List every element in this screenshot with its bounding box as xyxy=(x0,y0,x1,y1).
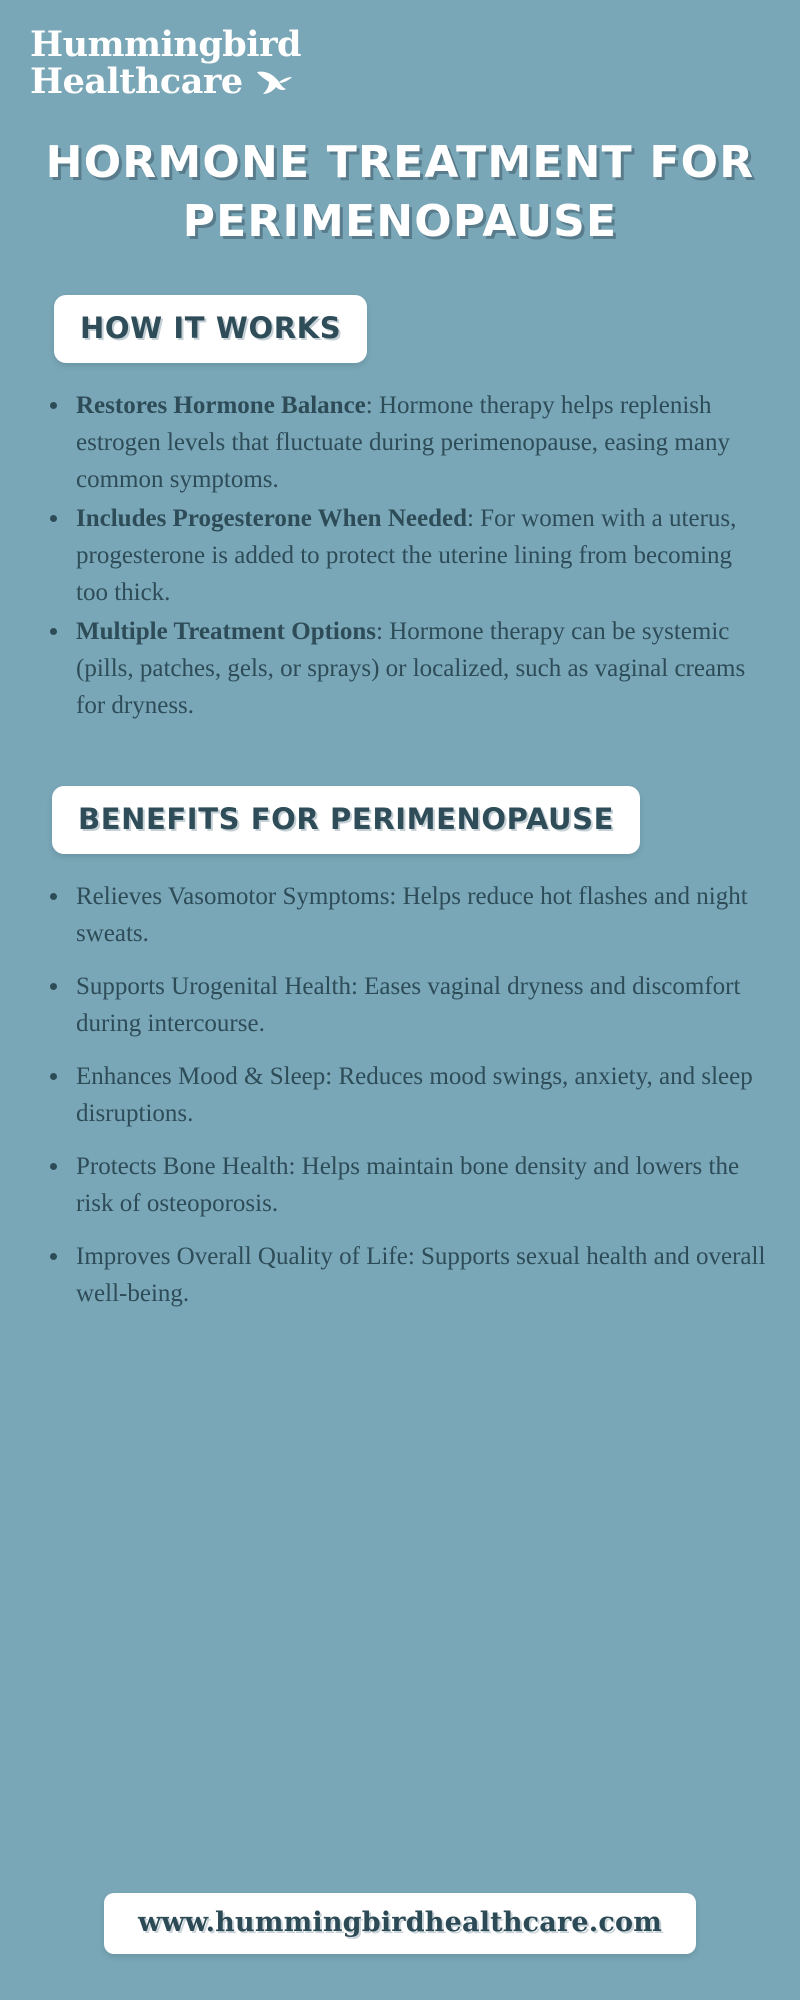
section-2-badge: BENEFITS FOR PERIMENOPAUSE xyxy=(52,786,640,854)
list-item xyxy=(70,878,770,952)
list-item-lead: Restores Hormone Balance xyxy=(76,392,366,420)
list-item-text: Supports Urogenital Health: Eases vaginal dryness and discomfort during intercourse. xyxy=(76,973,741,1038)
list-item-lead: Multiple Treatment Options xyxy=(76,618,376,646)
footer xyxy=(0,1893,800,1954)
hummingbird-icon xyxy=(253,66,293,98)
list-item xyxy=(70,613,770,724)
section-1-list xyxy=(42,387,770,724)
list-item-text: Relieves Vasomotor Symptoms: Helps reduce hot flashes and night sweats. xyxy=(76,883,748,948)
list-item xyxy=(70,968,770,1042)
list-item-text: Improves Overall Quality of Life: Supports sexual health and overall well-being. xyxy=(76,1243,766,1308)
section-2-list xyxy=(42,878,770,1312)
list-item-text: : For women with a uterus, progesterone is added to protect the uterine lining from becoming too thick. xyxy=(76,505,737,607)
list-item-text: Enhances Mood & Sleep: Reduces mood swings, anxiety, and sleep disruptions. xyxy=(76,1063,753,1128)
brand-name-line1: Hummingbird xyxy=(30,24,301,65)
list-item xyxy=(70,1058,770,1132)
section-1-badge: HOW IT WORKS xyxy=(54,295,367,363)
section-2-badge-row xyxy=(0,786,800,854)
section-1-badge-row xyxy=(0,295,800,363)
brand-name-line2: Healthcare xyxy=(30,61,243,103)
list-item xyxy=(70,1148,770,1222)
list-item xyxy=(70,1238,770,1312)
brand-name-line2-row xyxy=(30,61,800,103)
list-item-text: : Hormone therapy helps replenish estrogen levels that fluctuate during perimenopause, easing many common symptoms. xyxy=(76,392,730,494)
list-item-text: Protects Bone Health: Helps maintain bone density and lowers the risk of osteoporosis. xyxy=(76,1153,740,1218)
list-item-lead: Includes Progesterone When Needed xyxy=(76,505,467,533)
website-link[interactable]: www.hummingbirdhealthcare.com xyxy=(104,1893,696,1954)
page-title: HORMONE TREATMENT FOR PERIMENOPAUSE xyxy=(45,137,755,247)
list-item xyxy=(70,500,770,611)
brand-logo xyxy=(0,0,800,103)
list-item-text: : Hormone therapy can be systemic (pills, patches, gels, or sprays) or localized, such as vaginal creams for dryness. xyxy=(76,618,746,720)
list-item xyxy=(70,387,770,498)
